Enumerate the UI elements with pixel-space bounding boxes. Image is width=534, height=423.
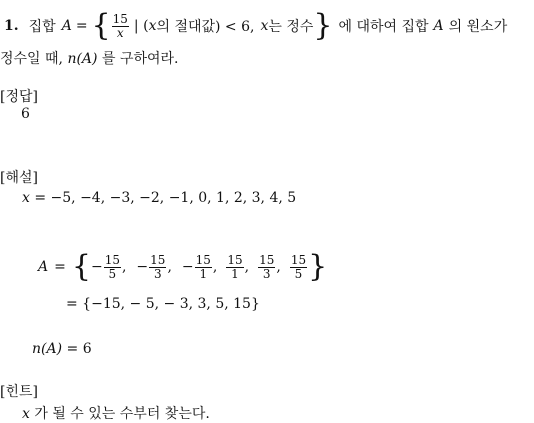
set-fraction-3 [226, 254, 243, 281]
problem-after-var: A [433, 18, 444, 34]
problem-line-1 [4, 6, 507, 46]
set-fraction-2-den: 1 [199, 266, 208, 281]
x-values-list: = −5, −4, −3, −2, −1, 0, 1, 2, 3, 4, 5 [34, 190, 297, 206]
left-brace: { [91, 8, 111, 43]
set-a-right-brace: } [308, 249, 328, 284]
set-a-values: = {−15, − 5, − 3, 3, 5, 15} [66, 296, 260, 312]
condition-open: | ( [133, 18, 149, 34]
problem-line-2 [0, 48, 179, 68]
problem-lead: 집합 [28, 19, 56, 35]
x-values-line [22, 190, 296, 206]
set-a-left-brace: { [71, 249, 91, 284]
problem-after-2: 의 원소가 [448, 19, 508, 35]
n-of-a-func: n(A) [32, 341, 63, 357]
answer-label: [정답] [0, 89, 38, 105]
problem-line2-func: n(A) [67, 51, 98, 67]
hint-line [22, 403, 210, 423]
problem-after: 에 대하여 집합 [338, 19, 429, 35]
right-brace: } [313, 8, 333, 43]
set-fraction-5-num: 15 [290, 252, 307, 267]
fraction-numerator: 15 [112, 11, 128, 26]
set-a-fractions-line: A = { − $\frac{15}{5}$ , − $\frac{15}{3}$ , − $\frac{15}{1}$ , $\frac{15}{1}$ , $\frac{15}{3}$ , $\frac{15}{5}$ } [38, 249, 328, 284]
n-of-a-line [32, 341, 92, 357]
problem-line2-b: 를 구하여라. [101, 51, 179, 67]
hint-text: 가 될 수 있는 수부터 찾는다. [34, 406, 210, 422]
set-fraction-1-den: 3 [153, 266, 162, 281]
set-fraction-1 [149, 254, 166, 281]
x-values-var: x [22, 190, 30, 206]
set-fraction-2 [195, 254, 212, 281]
condition-var-2: x [260, 18, 269, 34]
set-fraction-5-den: 5 [294, 266, 303, 281]
fraction-denominator: x [116, 25, 124, 40]
set-a-var: A [38, 259, 49, 275]
solution-label: [해설] [0, 170, 38, 186]
hint-var: x [22, 406, 30, 422]
set-frac-sign-1: − [136, 259, 149, 275]
n-of-a-value: = 6 [66, 341, 92, 357]
set-fraction-1-num: 15 [150, 252, 166, 267]
set-fraction-5 [290, 254, 307, 281]
condition-var: x [148, 18, 157, 34]
set-fraction-3-num: 15 [227, 252, 243, 267]
set-fraction-4-num: 15 [259, 252, 275, 267]
set-fraction-3-den: 1 [231, 266, 239, 281]
set-frac-sign-2: − [181, 259, 194, 275]
set-fraction-0-num: 15 [104, 252, 120, 267]
set-fraction-2-num: 15 [195, 252, 211, 267]
set-fraction-4-den: 3 [262, 266, 271, 281]
hint-label: [힌트] [0, 384, 38, 400]
problem-eq: = [75, 18, 88, 34]
fraction-15-over-x [112, 13, 129, 40]
set-a-eq: = [54, 259, 66, 275]
problem-number: 1. [4, 18, 19, 34]
problem-line2-a: 정수일 때, [0, 51, 63, 67]
set-fraction-0 [104, 254, 121, 281]
set-fraction-4 [258, 254, 275, 281]
set-frac-sign-0: − [90, 259, 103, 275]
problem-set-var: A [61, 18, 72, 34]
answer-value: 6 [21, 106, 30, 122]
condition-text: 의 절대값) < 6, [156, 19, 255, 35]
set-fraction-0-den: 5 [108, 266, 117, 281]
condition-text-2: 는 정수 [268, 19, 314, 35]
